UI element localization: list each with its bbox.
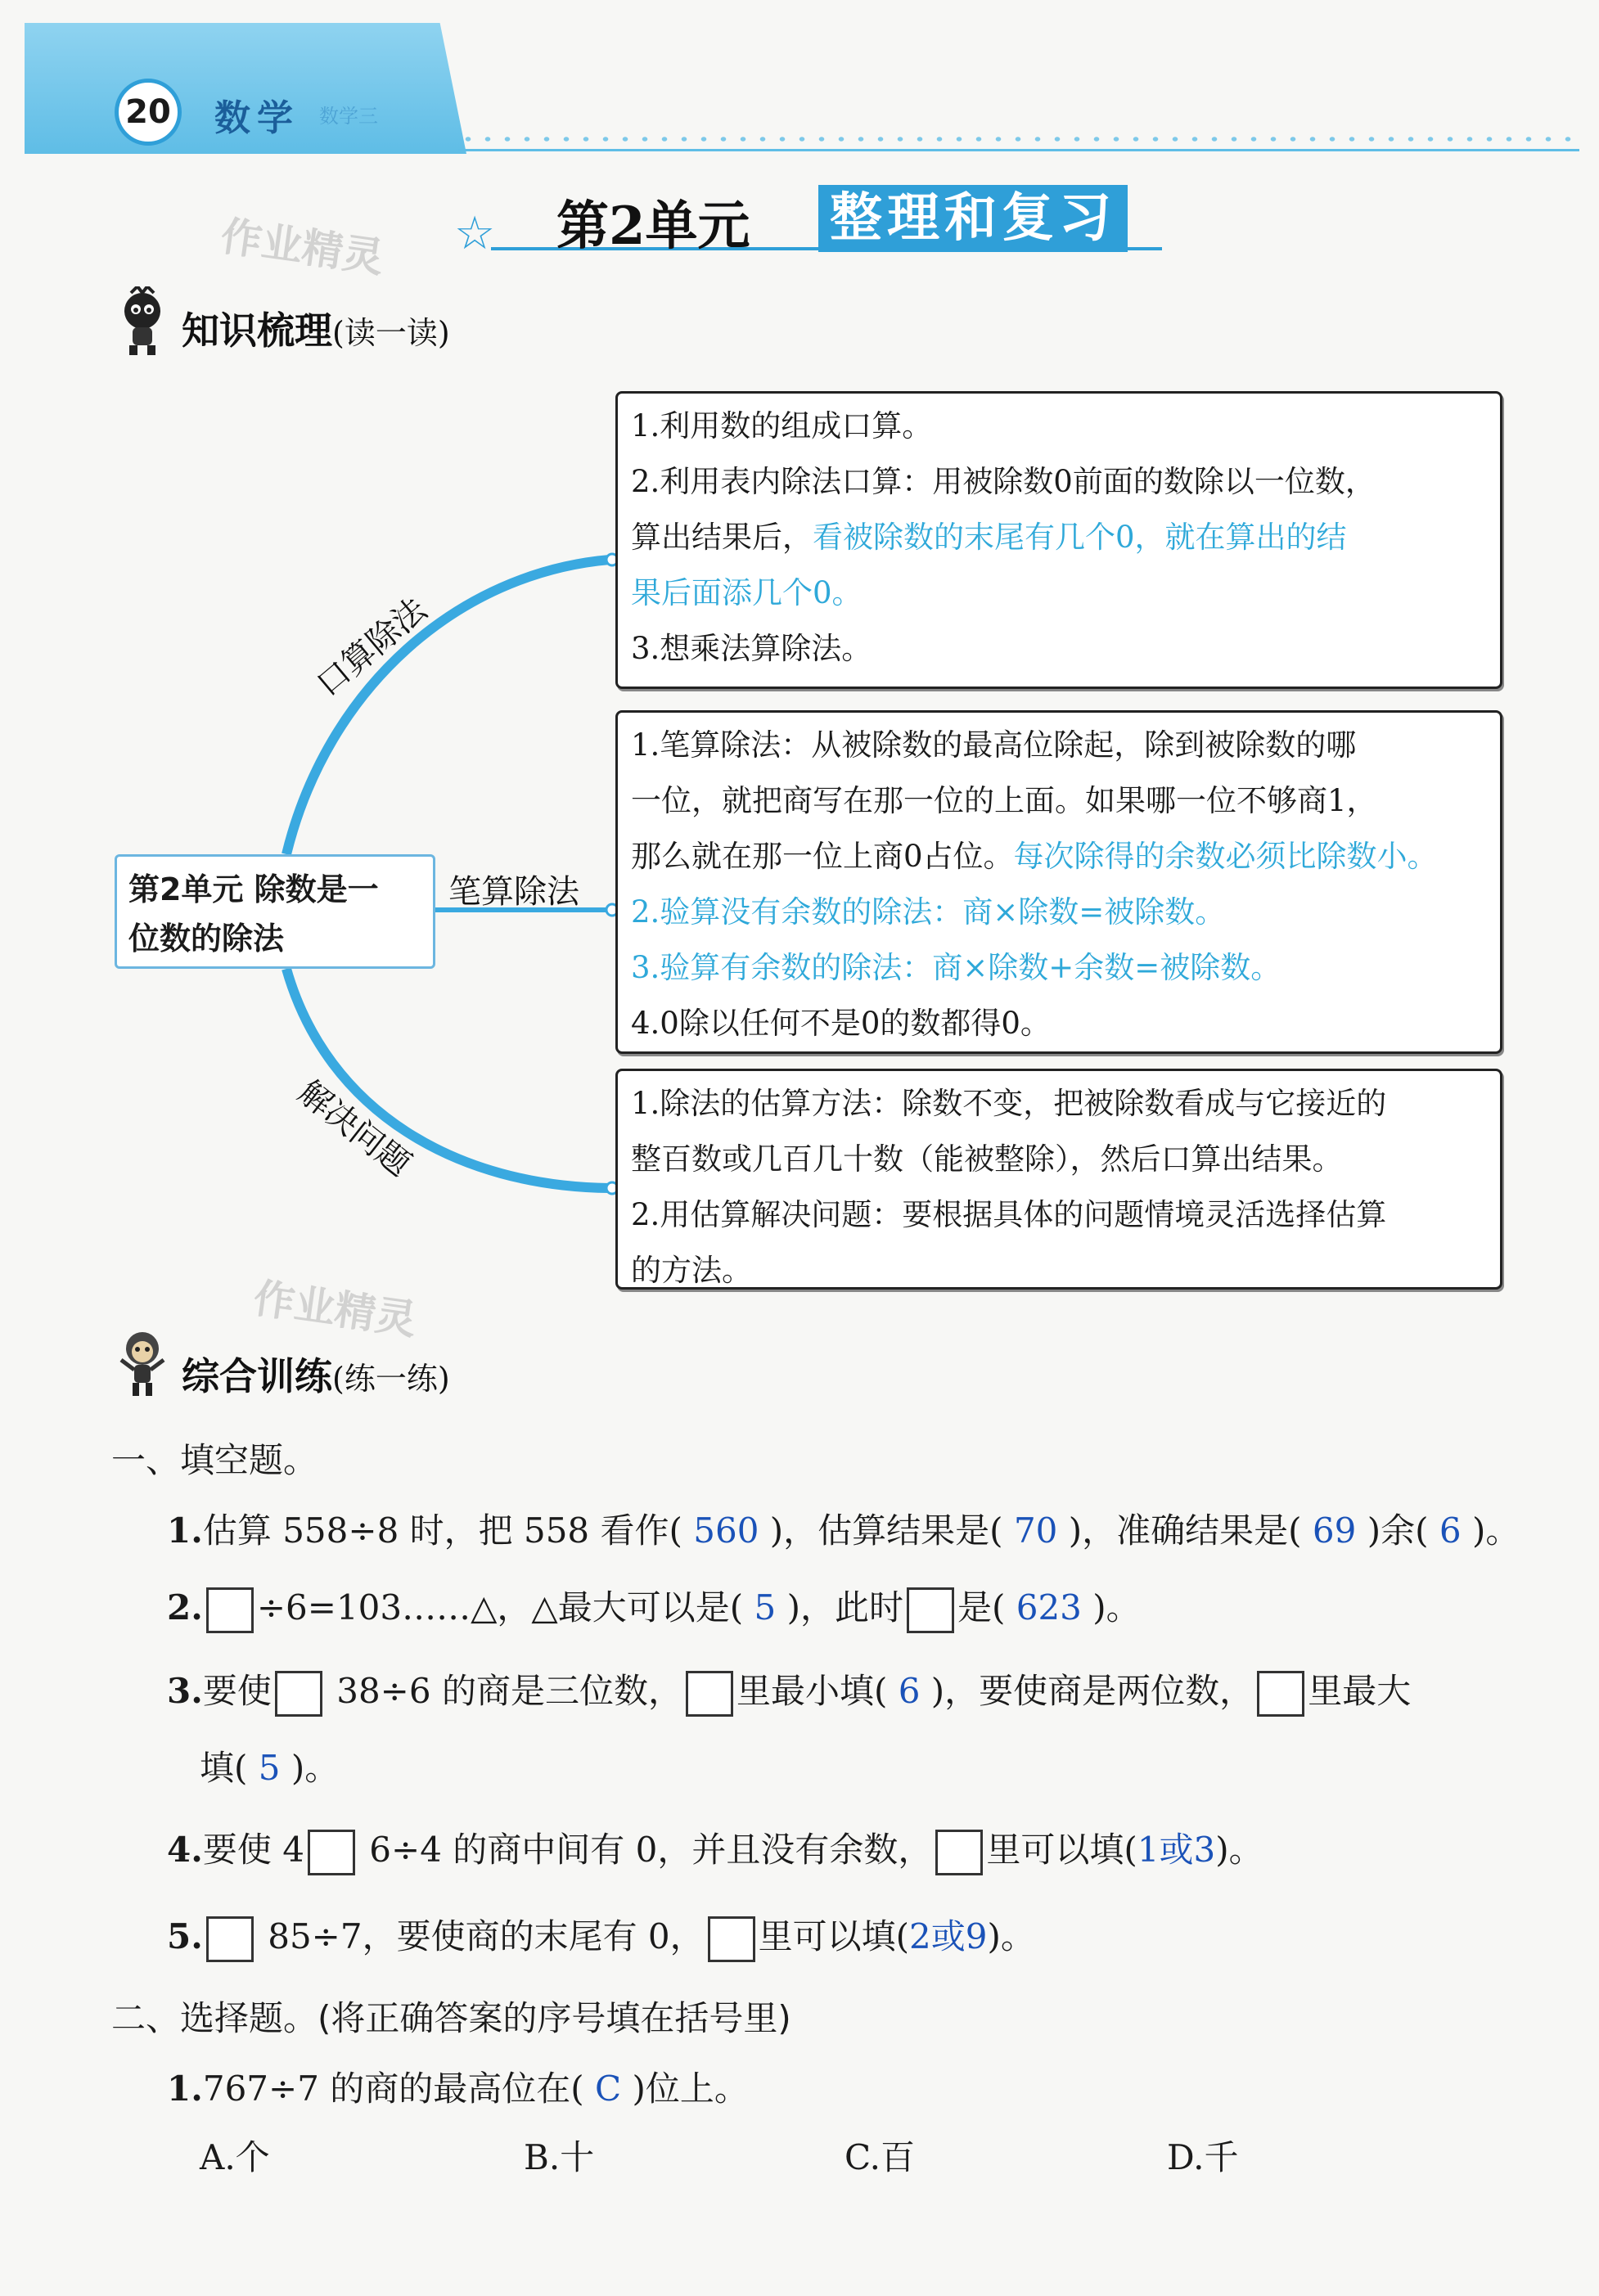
- q1-text: )，准确结果是(: [1068, 1510, 1302, 1551]
- q3-text: 要使: [202, 1671, 272, 1711]
- q1-answer-1[interactable]: 560: [693, 1510, 759, 1551]
- q5-text: )。: [987, 1916, 1035, 1956]
- mindmap-box-written: [615, 710, 1502, 1054]
- q5-text: 85÷7，要使商的末尾有 0，: [268, 1916, 705, 1956]
- unit-badge: 整理和复习: [818, 185, 1128, 252]
- q2-answer-2[interactable]: 623: [1016, 1587, 1082, 1627]
- q3-text: 填(: [200, 1748, 248, 1788]
- q3-answer-2[interactable]: 5: [258, 1748, 281, 1788]
- question-3: [167, 1664, 1411, 1717]
- q1-answer-2[interactable]: 70: [1013, 1510, 1058, 1551]
- q3-text: )。: [291, 1748, 340, 1788]
- q4-text: 要使 4: [202, 1830, 304, 1870]
- mindmap-text: 每次除得的余数必须比除数小。: [1013, 839, 1438, 874]
- mindmap-text: 4.0除以任何不是0的数都得0。: [631, 1006, 1051, 1041]
- knowledge-subtitle: (读一读): [332, 315, 450, 351]
- q5-answer[interactable]: 2或9: [909, 1916, 988, 1956]
- mascot-icon: [113, 1327, 172, 1396]
- q3-answer-1[interactable]: 6: [898, 1671, 921, 1711]
- q3-text: 里最小填(: [736, 1671, 888, 1711]
- question-4: [167, 1823, 1263, 1875]
- mindmap-text: 1.除法的估算方法：除数不变，把被除数看成与它接近的: [631, 1086, 1387, 1121]
- practice-title: 综合训练: [182, 1354, 332, 1398]
- blank-box[interactable]: [275, 1671, 322, 1717]
- mindmap-box-problems: [615, 1069, 1502, 1290]
- question-1: [167, 1504, 1520, 1553]
- mc1-option-a[interactable]: A.个: [200, 2137, 270, 2177]
- mc1-option-b[interactable]: B.十: [524, 2137, 595, 2177]
- mindmap-text: 3.想乘法算除法。: [631, 631, 872, 666]
- q1-text: )。: [1471, 1510, 1520, 1551]
- mindmap-text: 果后面添几个0。: [631, 575, 863, 610]
- mindmap-box-line: [631, 621, 1487, 677]
- q2-answer-1[interactable]: 5: [754, 1587, 777, 1627]
- section1-heading: 一、填空题。: [111, 1440, 318, 1480]
- mindmap-text: 2.验算没有余数的除法：商×除数=被除数。: [631, 894, 1226, 930]
- question-3-cont: [200, 1741, 339, 1790]
- mindmap-box-line: [631, 398, 1487, 454]
- branch-label-oral: 口算除法: [309, 591, 435, 705]
- mindmap-box-line: [631, 718, 1487, 773]
- mindmap-box-oral: [615, 391, 1502, 689]
- mindmap-box-line: [631, 773, 1487, 829]
- mindmap-root-line2: 位数的除法: [128, 921, 285, 957]
- practice-subtitle: (练一练): [332, 1361, 450, 1397]
- mindmap-box-line: [631, 510, 1487, 565]
- subject-sub-label: 数学三: [319, 105, 378, 128]
- subject-label: 数学: [214, 97, 300, 139]
- blank-box[interactable]: [708, 1916, 755, 1962]
- mindmap-box-line: [631, 940, 1487, 996]
- unit-title: 第2单元: [556, 196, 750, 257]
- q5-text: 里可以填(: [758, 1916, 910, 1956]
- knowledge-title: 知识梳理: [182, 308, 332, 353]
- mc1-option-d[interactable]: D.千: [1167, 2137, 1239, 2177]
- q2-text: ÷6=103……△，△最大可以是(: [256, 1587, 744, 1627]
- mindmap-text: 那么就在那一位上商0占位。: [631, 839, 1014, 874]
- mindmap-box-line: [631, 1076, 1487, 1132]
- q4-text: 里可以填(: [986, 1830, 1137, 1870]
- mindmap-root-line1: 第2单元 除数是一: [128, 871, 379, 907]
- practice-heading: [182, 1347, 450, 1401]
- q1-text: )，估算结果是(: [769, 1510, 1003, 1551]
- q3-text: 里最大: [1308, 1671, 1412, 1711]
- mc1-text: )位上。: [632, 2069, 749, 2109]
- mindmap-box-line: [631, 1243, 1487, 1299]
- q4-number: 4.: [167, 1830, 203, 1870]
- branch-label-written: 笔算除法: [448, 873, 579, 911]
- mindmap-text: 算出结果后，: [631, 520, 813, 555]
- mc1-option-c[interactable]: C.百: [845, 2137, 915, 2177]
- q3-text: 38÷6 的商是三位数，: [336, 1671, 682, 1711]
- page-number: 20: [115, 79, 182, 146]
- q1-answer-4[interactable]: 6: [1439, 1510, 1462, 1551]
- blank-box[interactable]: [206, 1587, 254, 1633]
- watermark: 作业精灵: [218, 212, 387, 282]
- q4-text: )。: [1215, 1830, 1263, 1870]
- q4-answer[interactable]: 1或3: [1137, 1830, 1216, 1870]
- q1-text: 估算 558÷8 时，把 558 看作(: [202, 1510, 682, 1551]
- mc1-answer[interactable]: C: [595, 2069, 622, 2109]
- q1-text: )余(: [1367, 1510, 1429, 1551]
- mindmap-root: [115, 854, 435, 969]
- blank-box[interactable]: [907, 1587, 954, 1633]
- mindmap-box-line: [631, 996, 1487, 1051]
- mindmap-box-line: [631, 1187, 1487, 1243]
- blank-box[interactable]: [935, 1830, 983, 1875]
- mindmap-box-line: [631, 829, 1487, 885]
- section2-heading: 二、选择题。(将正确答案的序号填在括号里): [111, 1998, 791, 2038]
- question-2: [167, 1581, 1141, 1633]
- mindmap-text: 1.利用数的组成口算。: [631, 408, 933, 443]
- mindmap-box-line: [631, 885, 1487, 940]
- mindmap-box-line: [631, 454, 1487, 510]
- q3-text: )，要使商是两位数，: [930, 1671, 1254, 1711]
- mindmap-text: 一位，就把商写在那一位的上面。如果哪一位不够商1，: [631, 783, 1377, 818]
- mindmap-text: 3.验算有余数的除法：商×除数+余数=被除数。: [631, 950, 1281, 985]
- mindmap-box-line: [631, 1132, 1487, 1187]
- mindmap-box-line: [631, 565, 1487, 621]
- q3-number: 3.: [167, 1671, 203, 1711]
- q2-text: )。: [1092, 1587, 1141, 1627]
- mc1-number: 1.: [167, 2069, 203, 2109]
- mc1-text: 767÷7 的商的最高位在(: [202, 2069, 584, 2109]
- mindmap-text: 的方法。: [631, 1253, 752, 1288]
- question-5: [167, 1910, 1035, 1962]
- blank-box[interactable]: [686, 1671, 733, 1717]
- branch-label-problems: 解决问题: [291, 1073, 418, 1184]
- q5-number: 5.: [167, 1916, 203, 1956]
- q2-text: )，此时: [786, 1587, 903, 1627]
- q4-text: 6÷4 的商中间有 0，并且没有余数，: [369, 1830, 933, 1870]
- q1-answer-3[interactable]: 69: [1312, 1510, 1357, 1551]
- q1-number: 1.: [167, 1510, 203, 1551]
- star-icon: ☆: [454, 207, 496, 260]
- mindmap-text: 2.利用表内除法口算：用被除数0前面的数除以一位数，: [631, 464, 1376, 499]
- blank-box[interactable]: [206, 1916, 254, 1962]
- q2-number: 2.: [167, 1587, 203, 1627]
- mindmap-text: 1.笔算除法：从被除数的最高位除起，除到被除数的哪: [631, 727, 1357, 763]
- q2-text: 是(: [957, 1587, 1006, 1627]
- mindmap-text: 看被除数的末尾有几个0，就在算出的结: [813, 520, 1347, 555]
- watermark: 作业精灵: [250, 1274, 420, 1344]
- mc-question-1: [167, 2062, 749, 2111]
- mindmap-text: 2.用估算解决问题：要根据具体的问题情境灵活选择估算: [631, 1197, 1387, 1232]
- mindmap-text: 整百数或几百几十数（能被整除），然后口算出结果。: [631, 1141, 1343, 1177]
- blank-box[interactable]: [1257, 1671, 1304, 1717]
- blank-box[interactable]: [308, 1830, 355, 1875]
